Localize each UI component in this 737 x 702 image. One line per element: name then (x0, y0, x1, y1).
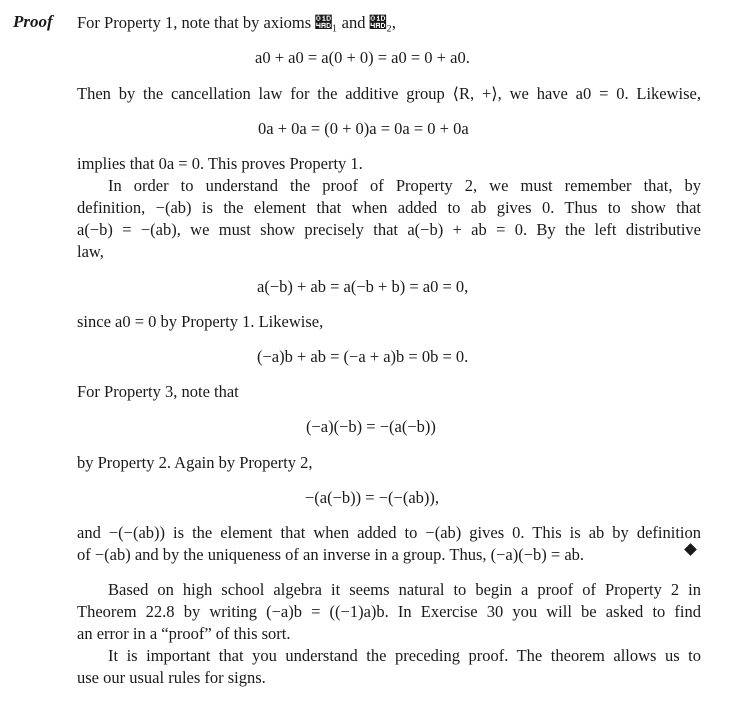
text-line-3: implies that 0a = 0. This proves Property 1. (77, 154, 363, 173)
text-line-5: definition, −(ab) is the element that when added to ab gives 0. Thus to show that (77, 198, 701, 217)
text-line-12: of −(ab) and by the uniqueness of an inverse in a group. Thus, (−a)(−b) = ab. (77, 545, 585, 564)
equation-1: a0 + a0 = a(0 + 0) = a0 = 0 + a0. (255, 48, 470, 67)
text-line-6: a(−b) = −(ab), we must show precisely that a(−b) + ab = 0. By the left distributive (77, 220, 701, 239)
text-line-7: law, (77, 242, 104, 261)
text-line-4: In order to understand the proof of Property 2, we must remember that, by (108, 176, 701, 195)
text-line-17: use our usual rules for signs. (77, 668, 266, 687)
equation-6: −(a(−b)) = −(−(ab)), (305, 488, 440, 507)
text-line-16: It is important that you understand the preceding proof. The theorem allows us to (108, 646, 701, 665)
equation-4: (−a)b + ab = (−a + a)b = 0b = 0. (257, 347, 469, 366)
text-line-9: For Property 3, note that (77, 382, 239, 401)
text-line-10: by Property 2. Again by Property 2, (77, 453, 313, 472)
text-line-11: and −(−(ab)) is the element that when added to −(ab) gives 0. This is ab by definition (77, 523, 701, 542)
proof-label: Proof (13, 12, 53, 31)
text-line-14: Theorem 22.8 by writing (−a)b = ((−1)a)b. In Exercise 30 you will be asked to find (77, 602, 701, 621)
text-line-13: Based on high school algebra it seems natural to begin a proof of Property 2 in (108, 580, 701, 599)
text-line-1: For Property 1, note that by axioms 𝒭₁ and 𝒭₂, (77, 13, 397, 32)
text-line-15: an error in a “proof” of this sort. (77, 624, 291, 643)
equation-2: 0a + 0a = (0 + 0)a = 0a = 0 + 0a (258, 119, 469, 138)
equation-3: a(−b) + ab = a(−b + b) = a0 = 0, (257, 277, 469, 296)
text-line-8: since a0 = 0 by Property 1. Likewise, (77, 312, 324, 331)
equation-5: (−a)(−b) = −(a(−b)) (306, 417, 436, 436)
text-line-2: Then by the cancellation law for the additive group ⟨R, +⟩, we have a0 = 0. Likewise, (77, 84, 701, 103)
